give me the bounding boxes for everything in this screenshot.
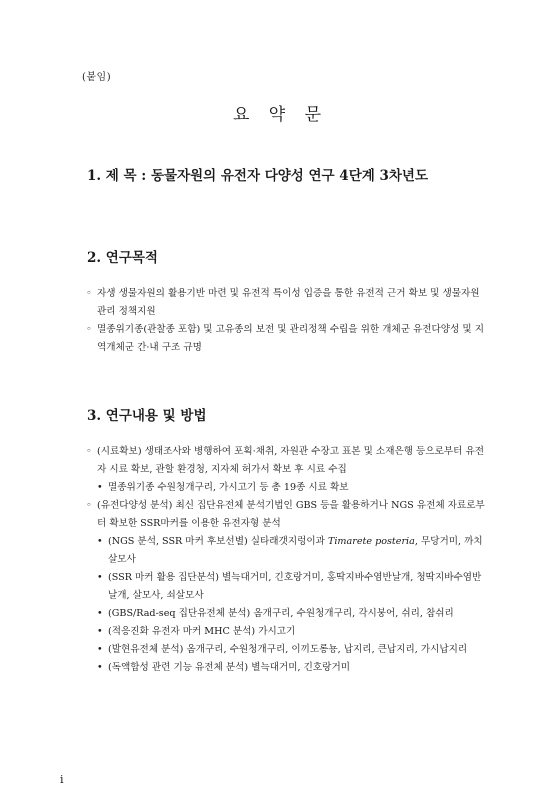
dot-icon: • [97,626,103,637]
section-1-number: 1. [87,168,102,184]
list-item: ◦ 자생 생물자원의 활용기반 마련 및 유전적 특이성 입증을 통한 유전적 근거 확보 및 생물자원 관리 정책지원 [86,285,486,321]
bullet-icon: ◦ [86,324,92,335]
bullet-icon: ◦ [86,446,92,457]
list-item: • (독액합성 관련 기능 유전체 분석) 별늑대거미, 긴호랑거미 [86,659,486,677]
dot-icon: • [97,482,103,493]
dot-icon: • [97,662,103,673]
dot-icon: • [97,536,103,547]
species-name: Timarete posteria [327,536,415,547]
list-item: • (NGS 분석, SSR 마커 후보선별) 실타래갯지렁이과 Timarete posteria, 무당거미, 까치살모사 [86,533,486,569]
section-2-list [86,285,486,357]
section-1-heading [87,164,428,184]
dot-icon: • [97,644,103,655]
list-item: • 멸종위기종 수원청개구리, 가시고기 등 총 19종 시료 확보 [86,479,486,497]
list-item: • (적응진화 유전자 마커 MHC 분석) 가시고기 [86,623,486,641]
list-item: • (GBS/Rad-seq 집단유전체 분석) 옴개구리, 수원청개구리, 각시붕어, 쉬리, 참쉬리 [86,605,486,623]
attachment-tag: (붙임) [82,72,112,83]
bullet-icon: ◦ [86,500,92,511]
list-item: • (SSR 마커 활용 집단분석) 별늑대거미, 긴호랑거미, 홍딱지바수염반날개, 청딱지바수염반날개, 살모사, 쇠살모사 [86,569,486,605]
bullet-icon: ◦ [86,288,92,299]
document-title: 요 약 문 [232,105,322,125]
list-item: • (발현유전체 분석) 옴개구리, 수원청개구리, 이끼도롱뇽, 납지리, 큰납지리, 가시납지리 [86,641,486,659]
list-item: ◦ (시료확보) 생태조사와 병행하여 포획·채취, 자원관 수장고 표본 및 소재은행 등으로부터 유전자 시료 확보, 관할 환경청, 지자체 허가서 확보 후 시료 수집 [86,443,486,479]
section-3-heading: 3. 연구내용 및 방법 [87,408,207,424]
dot-icon: • [97,608,103,619]
page-number: i [60,773,64,786]
section-3-list [86,443,486,677]
list-item: ◦ 멸종위기종(관찰종 포함) 및 고유종의 보전 및 관리정책 수립을 위한 개체군 유전다양성 및 지역개체군 간·내 구조 규명 [86,321,486,357]
list-item: ◦ (유전다양성 분석) 최신 집단유전체 분석기법인 GBS 등을 활용하거나 NGS 유전체 자료로부터 확보한 SSR마커를 이용한 유전자형 분석 [86,497,486,533]
section-2-heading: 2. 연구목적 [87,250,158,266]
dot-icon: • [97,572,103,583]
section-1-label: 제 목 : 동물자원의 유전자 다양성 연구 4단계 3차년도 [105,168,428,184]
